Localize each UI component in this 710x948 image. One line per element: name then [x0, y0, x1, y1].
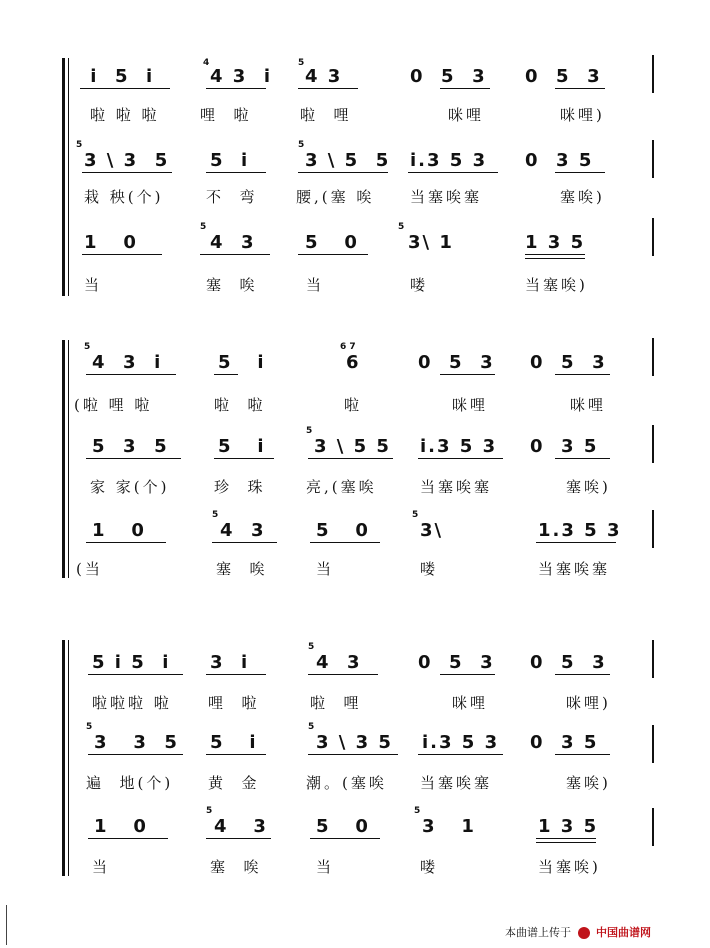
beam-underline	[555, 674, 610, 675]
lyric-syllable: 啦 啦 啦	[90, 106, 160, 124]
beam-underline	[555, 754, 610, 755]
beam-underline	[86, 374, 176, 375]
lyric-syllable: (啦 哩 啦	[74, 396, 153, 414]
music-measure: 4 3	[305, 66, 343, 87]
lyric-syllable: 咪哩)	[560, 106, 605, 124]
lyric-syllable: 潮。(塞唉	[306, 774, 387, 792]
grace-note: 5	[206, 806, 213, 816]
lyric-syllable: 啦啦啦 啦	[92, 694, 172, 712]
music-measure: 4 3 i	[210, 66, 273, 87]
lyric-syllable: 啦	[344, 396, 363, 414]
lyric-syllable: 咪哩	[570, 396, 607, 414]
beam-underline	[555, 172, 605, 173]
grace-note: 5	[298, 58, 305, 68]
beam-underline	[536, 838, 596, 839]
barline-right	[652, 338, 654, 376]
beam-underline	[214, 374, 238, 375]
footer-text: 本曲谱上传于	[505, 926, 571, 939]
music-measure: 4 3 i	[92, 352, 163, 373]
site-logo-icon	[578, 927, 590, 939]
lyric-syllable: 塞唉)	[566, 478, 611, 496]
music-measure: 3 1	[422, 816, 476, 837]
music-measure: 3\	[420, 520, 444, 541]
lyric-syllable: 塞唉)	[566, 774, 611, 792]
barline-right	[652, 640, 654, 678]
lyric-syllable: 啦 哩	[310, 694, 362, 712]
music-measure: 1 0	[94, 816, 148, 837]
barline-right	[652, 510, 654, 548]
system-brace	[62, 340, 65, 578]
grace-note: 5	[298, 140, 305, 150]
beam-underline	[206, 754, 266, 755]
lyric-syllable: 当	[306, 276, 325, 294]
music-measure: i 5 i	[82, 66, 155, 87]
beam-underline	[212, 542, 277, 543]
beam-underline	[206, 172, 266, 173]
music-measure: 6	[346, 352, 361, 373]
barline-right	[652, 808, 654, 846]
system-brace-inner	[68, 640, 69, 876]
lyric-syllable: 啦 啦	[214, 396, 266, 414]
lyric-syllable: 当	[84, 276, 103, 294]
lyric-syllable: 当	[316, 560, 335, 578]
music-measure: i.3 5 3	[420, 436, 498, 457]
lyric-syllable: 塞 唉	[216, 560, 268, 578]
beam-underline	[536, 842, 596, 843]
beam-underline	[88, 838, 168, 839]
system-brace-inner	[68, 340, 69, 578]
lyric-syllable: 塞 唉	[206, 276, 258, 294]
beam-underline	[206, 88, 266, 89]
music-measure: i.3 5 3	[410, 150, 488, 171]
barline-right	[652, 425, 654, 463]
lyric-syllable: 腰,(塞 唉	[296, 188, 375, 206]
music-measure: 1 0	[84, 232, 138, 253]
system-brace	[62, 58, 65, 296]
grace-note: 5	[76, 140, 83, 150]
grace-note: 5	[86, 722, 93, 732]
grace-note: 5	[306, 426, 313, 436]
beam-underline	[206, 674, 266, 675]
beam-underline	[536, 542, 616, 543]
grace-note: 5	[412, 510, 419, 520]
beam-underline	[408, 172, 498, 173]
beam-underline	[310, 542, 380, 543]
lyric-syllable: 喽	[410, 276, 429, 294]
beam-underline	[440, 674, 495, 675]
lyric-syllable: 当塞唉)	[525, 276, 588, 294]
music-measure: 0 3 5	[525, 150, 594, 171]
beam-underline	[298, 254, 368, 255]
beam-underline	[418, 754, 503, 755]
lyric-syllable: 哩 啦	[200, 106, 252, 124]
lyric-syllable: 咪哩)	[566, 694, 611, 712]
music-measure: 3 \ 3 5	[84, 150, 170, 171]
lyric-syllable: 塞唉)	[560, 188, 605, 206]
grace-note: 6 7	[340, 342, 356, 352]
barline-right	[652, 55, 654, 93]
lyric-syllable: (当	[76, 560, 103, 578]
music-measure: 3 3 5	[94, 732, 179, 753]
scan-edge-line	[6, 905, 7, 945]
beam-underline	[555, 374, 610, 375]
music-measure: 3 i	[210, 652, 250, 673]
music-measure: i.3 5 3	[422, 732, 500, 753]
lyric-syllable: 亮,(塞唉	[306, 478, 377, 496]
beam-underline	[86, 458, 181, 459]
beam-underline	[298, 88, 358, 89]
music-measure: 4 3	[220, 520, 266, 541]
beam-underline	[308, 754, 398, 755]
grace-note: 5	[398, 222, 405, 232]
grace-note: 5	[308, 722, 315, 732]
music-measure: 3 \ 5 5	[305, 150, 391, 171]
grace-note: 5	[308, 642, 315, 652]
lyric-syllable: 当塞唉塞	[420, 478, 493, 496]
beam-underline	[200, 254, 270, 255]
lyric-syllable: 珍 珠	[214, 478, 266, 496]
beam-underline	[525, 258, 585, 259]
music-measure: 5 i 5 i	[92, 652, 171, 673]
lyric-syllable: 咪哩	[448, 106, 485, 124]
beam-underline	[214, 458, 274, 459]
grace-note: 4	[203, 58, 210, 68]
lyric-syllable: 栽 秧(个)	[84, 188, 164, 206]
footer	[505, 924, 651, 940]
barline-right	[652, 218, 654, 256]
lyric-syllable: 当塞唉塞	[420, 774, 493, 792]
music-measure: 5 3 5	[92, 436, 169, 457]
music-measure: 5 i	[210, 732, 258, 753]
lyric-syllable: 黄 金	[208, 774, 260, 792]
grace-note: 5	[200, 222, 207, 232]
lyric-syllable: 当塞唉)	[538, 858, 601, 876]
music-measure: 1 3 5	[525, 232, 586, 253]
lyric-syllable: 咪哩	[452, 396, 489, 414]
music-measure: 1 0	[92, 520, 146, 541]
music-measure: 1 3 5	[538, 816, 599, 837]
beam-underline	[555, 458, 610, 459]
beam-underline	[88, 674, 183, 675]
music-measure: 3 \ 5 5	[314, 436, 391, 457]
lyric-syllable: 当	[92, 858, 111, 876]
lyric-syllable: 喽	[420, 560, 439, 578]
music-measure: 4 3	[214, 816, 268, 837]
grace-note: 5	[84, 342, 91, 352]
beam-underline	[80, 88, 170, 89]
grace-note: 5	[212, 510, 219, 520]
barline-right	[652, 725, 654, 763]
beam-underline	[86, 542, 166, 543]
beam-underline	[298, 172, 388, 173]
beam-underline	[308, 458, 393, 459]
barline-right	[652, 140, 654, 178]
music-measure: 0 3 5	[530, 436, 599, 457]
lyric-syllable: 喽	[420, 858, 439, 876]
lyric-syllable: 啦 哩	[300, 106, 352, 124]
lyric-syllable: 哩 啦	[208, 694, 260, 712]
grace-note: 5	[414, 806, 421, 816]
beam-underline	[555, 88, 605, 89]
beam-underline	[82, 172, 172, 173]
site-logo[interactable]: 中国曲谱网	[596, 926, 651, 939]
music-measure: 5 0	[316, 816, 370, 837]
music-measure: 1.3 5 3	[538, 520, 622, 541]
lyric-syllable: 当	[316, 858, 335, 876]
music-measure: 0 3 5	[530, 732, 599, 753]
system-brace-inner	[68, 58, 69, 296]
system-brace	[62, 640, 65, 876]
beam-underline	[206, 838, 271, 839]
lyric-syllable: 塞 唉	[210, 858, 262, 876]
music-measure: 5 i	[210, 150, 250, 171]
lyric-syllable: 家 家(个)	[90, 478, 170, 496]
beam-underline	[310, 838, 380, 839]
lyric-syllable: 不 弯	[206, 188, 258, 206]
beam-underline	[82, 254, 162, 255]
beam-underline	[440, 374, 495, 375]
music-measure: 4 3	[210, 232, 256, 253]
music-measure: 4 3	[316, 652, 362, 673]
music-measure: 0 5 3	[530, 652, 607, 673]
music-measure: 0 5 3	[410, 66, 487, 87]
lyric-syllable: 当塞唉塞	[410, 188, 483, 206]
beam-underline	[525, 254, 585, 255]
lyric-syllable: 咪哩	[452, 694, 489, 712]
music-measure: 0 5 3	[525, 66, 602, 87]
music-measure: 5 i	[218, 352, 266, 373]
music-measure: 3\ 1	[408, 232, 454, 253]
music-measure: 0 5 3	[530, 352, 607, 373]
beam-underline	[440, 88, 490, 89]
beam-underline	[418, 458, 503, 459]
music-measure: 5 0	[305, 232, 359, 253]
lyric-syllable: 遍 地(个)	[86, 774, 174, 792]
music-measure: 0 5 3	[418, 352, 495, 373]
music-measure: 0 5 3	[418, 652, 495, 673]
music-measure: 3 \ 3 5	[316, 732, 393, 753]
beam-underline	[308, 674, 378, 675]
music-measure: 5 0	[316, 520, 370, 541]
lyric-syllable: 当塞唉塞	[538, 560, 611, 578]
beam-underline	[88, 754, 183, 755]
music-measure: 5 i	[218, 436, 266, 457]
